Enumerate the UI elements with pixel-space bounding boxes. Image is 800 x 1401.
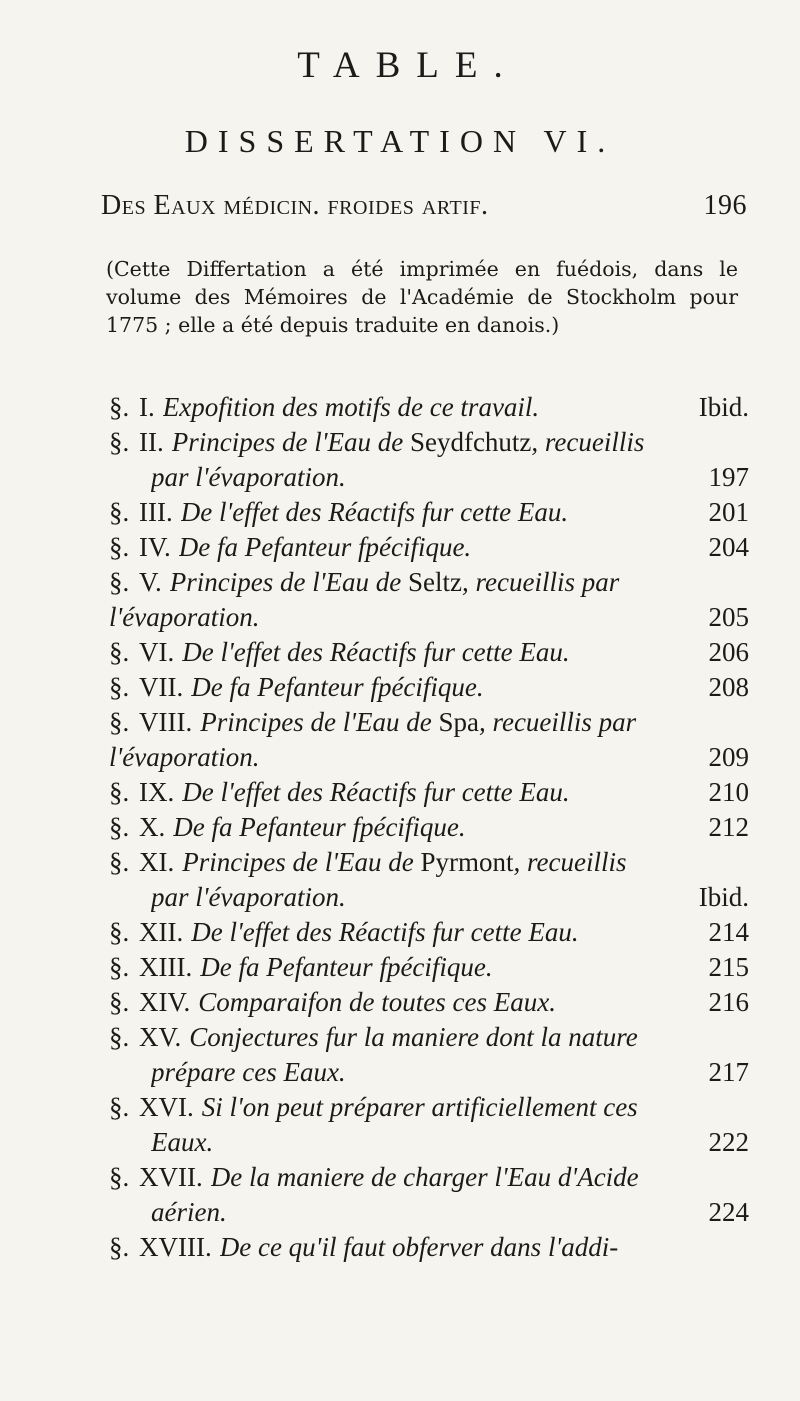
entry-title bbox=[170, 565, 749, 600]
entry-page: 214 bbox=[708, 917, 749, 947]
section-symbol: §. bbox=[109, 672, 130, 702]
toc-entry bbox=[109, 915, 749, 950]
dissertation-heading: DISSERTATION VI. bbox=[184, 123, 616, 159]
entry-page: 208 bbox=[708, 672, 749, 702]
section-symbol: §. bbox=[109, 777, 130, 807]
entry-title-part: Principes de l'Eau de bbox=[169, 567, 402, 597]
entry-page: 217 bbox=[708, 1057, 749, 1087]
entry-title bbox=[172, 425, 749, 460]
entry-number: IV. bbox=[139, 532, 171, 562]
entry-number: III. bbox=[139, 497, 173, 527]
entry-page: 210 bbox=[708, 777, 749, 807]
entry-number: XV. bbox=[139, 1022, 182, 1052]
toc-entry bbox=[109, 390, 749, 425]
section-symbol: §. bbox=[109, 917, 130, 947]
toc-entry bbox=[109, 635, 749, 670]
intro-note: (Cette Differtation a été imprimée en fuédois, dans le volume des Mémoires de l'Académie de Stockholm pour 1775 ; elle a été depuis traduite en danois.) bbox=[106, 257, 738, 337]
section-symbol: §. bbox=[109, 532, 130, 562]
entry-page: 201 bbox=[708, 497, 749, 527]
running-head: TABLE. bbox=[297, 45, 519, 86]
entry-number: XIV. bbox=[139, 987, 191, 1017]
toc-entry bbox=[109, 950, 749, 985]
section-symbol: §. bbox=[109, 987, 130, 1017]
entry-title-part: , recueillis bbox=[531, 427, 645, 457]
entry-title: Conjectures fur la maniere dont la nature bbox=[189, 1022, 638, 1052]
toc-entry bbox=[109, 810, 749, 845]
entry-title bbox=[182, 845, 749, 880]
section-title: Des Eaux médicin. froides artif. bbox=[101, 190, 489, 221]
water-name: Seydfchutz bbox=[409, 427, 532, 457]
section-symbol: §. bbox=[109, 392, 130, 422]
section-title-line bbox=[101, 190, 747, 222]
section-symbol: §. bbox=[109, 1092, 130, 1122]
toc-entry bbox=[109, 670, 749, 705]
entry-title-continued: prépare ces Eaux. bbox=[151, 1057, 346, 1087]
entry-page: Ibid. bbox=[698, 392, 749, 422]
toc-entry bbox=[109, 530, 749, 565]
section-page-number: 196 bbox=[703, 190, 747, 221]
water-name: Seltz bbox=[408, 567, 462, 597]
entry-number: XVIII. bbox=[139, 1232, 212, 1262]
toc-entry bbox=[109, 705, 749, 775]
entry-number: VIII. bbox=[139, 707, 193, 737]
entry-page: Ibid. bbox=[698, 882, 749, 912]
entry-page: 204 bbox=[708, 532, 749, 562]
entry-number: I. bbox=[139, 392, 155, 422]
water-name: Spa bbox=[438, 707, 479, 737]
toc-entry bbox=[109, 775, 749, 810]
section-symbol: §. bbox=[109, 637, 130, 667]
entry-page: 205 bbox=[708, 602, 749, 632]
entry-title-part: Principes de l'Eau de bbox=[200, 707, 432, 737]
entry-title: De la maniere de charger l'Eau d'Acide bbox=[210, 1162, 639, 1192]
entry-page: 216 bbox=[708, 987, 749, 1017]
section-symbol: §. bbox=[109, 707, 130, 737]
toc-entry bbox=[109, 1160, 749, 1230]
entry-title-continued: par l'évaporation. bbox=[151, 882, 346, 912]
entry-number: XIII. bbox=[139, 952, 193, 982]
entry-number: VI. bbox=[139, 637, 175, 667]
entry-number: XII. bbox=[139, 917, 184, 947]
toc-entry bbox=[109, 495, 749, 530]
entry-number: XI. bbox=[139, 847, 175, 877]
entry-title-continued: aérien. bbox=[151, 1197, 227, 1227]
entry-page: 209 bbox=[708, 742, 749, 772]
water-name: Pyrmont bbox=[420, 847, 514, 877]
section-symbol: §. bbox=[109, 952, 130, 982]
entry-title-part: , recueillis par bbox=[478, 707, 637, 737]
section-symbol: §. bbox=[109, 567, 130, 597]
entry-title-part: Principes de l'Eau de bbox=[182, 847, 414, 877]
entry-number: X. bbox=[139, 812, 166, 842]
section-symbol: §. bbox=[109, 1162, 130, 1192]
section-symbol: §. bbox=[109, 1022, 130, 1052]
entry-number: V. bbox=[139, 567, 162, 597]
entry-number: XVI. bbox=[139, 1092, 194, 1122]
entry-title-continued: l'évaporation. bbox=[109, 742, 260, 772]
toc-entry bbox=[109, 985, 749, 1020]
entry-page: 197 bbox=[708, 462, 749, 492]
section-symbol: §. bbox=[109, 847, 130, 877]
entry-title: De l'effet des Réactifs fur cette Eau. bbox=[180, 497, 569, 527]
entry-page: 224 bbox=[708, 1197, 749, 1227]
section-symbol: §. bbox=[109, 1232, 130, 1262]
entry-title: Si l'on peut préparer artificiellement ces bbox=[201, 1092, 638, 1122]
entry-title-continued: par l'évaporation. bbox=[151, 462, 346, 492]
entry-number: IX. bbox=[139, 777, 175, 807]
toc-entry bbox=[109, 565, 749, 635]
toc-entry bbox=[109, 845, 749, 915]
entry-title-continued: Eaux. bbox=[151, 1127, 214, 1157]
entry-title: De fa Pefanteur fpécifique. bbox=[173, 812, 466, 842]
entry-number: VII. bbox=[139, 672, 184, 702]
entry-page: 215 bbox=[708, 952, 749, 982]
entry-title bbox=[200, 705, 749, 740]
entry-page: 206 bbox=[708, 637, 749, 667]
entry-title: Comparaifon de toutes ces Eaux. bbox=[198, 987, 556, 1017]
toc-entries bbox=[109, 390, 749, 1265]
entry-title: De l'effet des Réactifs fur cette Eau. bbox=[182, 777, 570, 807]
section-symbol: §. bbox=[109, 497, 130, 527]
entry-title-part: , recueillis par bbox=[462, 567, 620, 597]
entry-title: De l'effet des Réactifs fur cette Eau. bbox=[182, 637, 570, 667]
entry-page: 222 bbox=[708, 1127, 749, 1157]
entry-number: XVII. bbox=[139, 1162, 203, 1192]
toc-entry bbox=[109, 425, 749, 495]
entry-title: De fa Pefanteur fpécifique. bbox=[191, 672, 484, 702]
entry-number: II. bbox=[139, 427, 164, 457]
entry-title: De fa Pefanteur fpécifique. bbox=[200, 952, 493, 982]
section-symbol: §. bbox=[109, 812, 130, 842]
entry-page: 212 bbox=[708, 812, 749, 842]
entry-title: De fa Pefanteur fpécifique. bbox=[178, 532, 472, 562]
toc-entry bbox=[109, 1020, 749, 1090]
toc-entry bbox=[109, 1090, 749, 1160]
entry-title: Expofition des motifs de ce travail. bbox=[162, 392, 540, 422]
entry-title: De ce qu'il faut obferver dans l'addi- bbox=[219, 1232, 619, 1262]
entry-title-continued: l'évaporation. bbox=[109, 602, 260, 632]
section-symbol: §. bbox=[109, 427, 130, 457]
entry-title-part: , recueillis bbox=[513, 847, 627, 877]
toc-entry bbox=[109, 1230, 749, 1265]
entry-title: De l'effet des Réactifs fur cette Eau. bbox=[191, 917, 579, 947]
entry-title-part: Principes de l'Eau de bbox=[171, 427, 404, 457]
